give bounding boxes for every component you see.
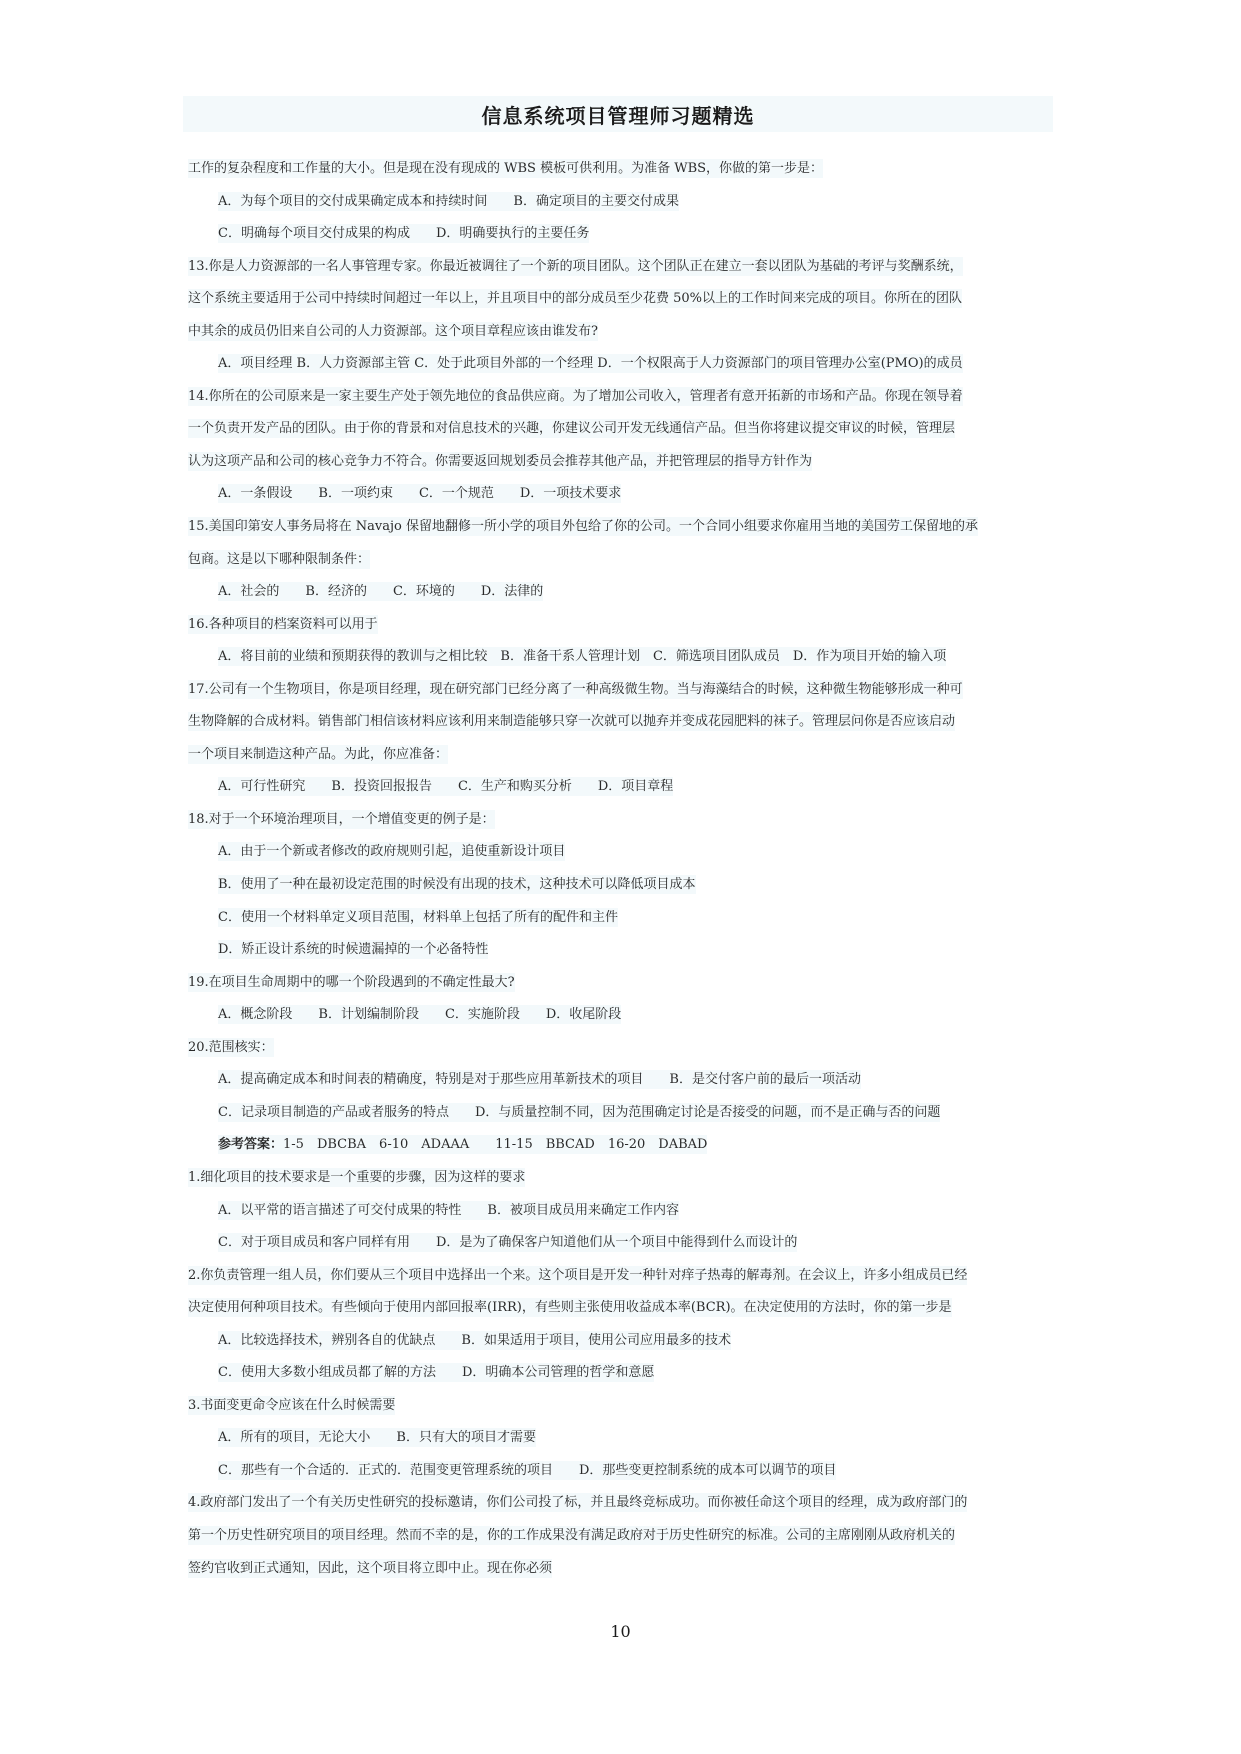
line-text: 第一个历史性研究项目的项目经理。然而不幸的是，你的工作成果没有满足政府对于历史性研究的标准。公司的主席刚刚从政府机关的 (188, 1527, 956, 1543)
line-text: 签约官收到正式通知，因此，这个项目将立即中止。现在你必须 (188, 1560, 553, 1576)
option-line (188, 186, 1050, 219)
option-line (188, 218, 1050, 251)
question-line (188, 1292, 1050, 1325)
line-highlight (188, 517, 978, 536)
line-highlight (218, 647, 946, 666)
line-highlight (188, 257, 963, 276)
line-text: C．对于项目成员和客户同样有用 D．是为了确保客户知道他们从一个项目中能得到什么而设计的 (218, 1235, 798, 1251)
line-highlight (218, 1005, 621, 1024)
line-highlight (218, 1233, 797, 1252)
line-highlight (188, 1168, 525, 1187)
question-line (188, 446, 1050, 479)
line-text: C．使用大多数小组成员都了解的方法 D．明确本公司管理的哲学和意愿 (218, 1365, 655, 1381)
line-highlight (188, 322, 598, 341)
line-text: A．项目经理 B．人力资源部主管 C．处于此项目外部的一个经理 D．一个权限高于人力资源部门的项目管理办公室(PMO)的成员 (218, 356, 963, 372)
line-highlight (218, 1331, 731, 1350)
line-highlight (188, 1266, 967, 1285)
question-line (188, 1553, 1050, 1586)
line-highlight (188, 810, 495, 829)
question-line (188, 511, 1050, 544)
line-text: 14.你所在的公司原来是一家主要生产处于领先地位的食品供应商。为了增加公司收入，管理者有意开拓新的市场和产品。你现在领导着 (188, 388, 963, 404)
option-line (188, 1455, 1050, 1488)
line-text: C．记录项目制造的产品或者服务的特点 D．与质量控制不同，因为范围确定讨论是否接受的问题，而不是正确与否的问题 (218, 1104, 941, 1120)
line-text: A．比较选择技术，辨别各自的优缺点 B．如果适用于项目，使用公司应用最多的技术 (218, 1332, 731, 1348)
option-line (188, 348, 1050, 381)
question-line (188, 739, 1050, 772)
line-text: A．将目前的业绩和预期获得的教训与之相比较 B．准备干系人管理计划 C．筛选项目团队成员 D．作为项目开始的输入项 (218, 649, 947, 665)
page-title: 信息系统项目管理师习题精选 (481, 103, 755, 128)
line-text: A．一条假设 B．一项约束 C．一个规范 D．一项技术要求 (218, 486, 622, 502)
line-highlight (218, 582, 543, 601)
line-text: B．使用了一种在最初设定范围的时候没有出现的技术，这种技术可以降低项目成本 (218, 877, 696, 893)
line-text: 1-5 DBCBA 6-10 ADAAA 11-15 BBCAD 16-20 DABAD (283, 1137, 708, 1153)
question-line (188, 967, 1050, 1000)
question-line (188, 1260, 1050, 1293)
line-text: A．可行性研究 B．投资回报报告 C．生产和购买分析 D．项目章程 (218, 779, 674, 795)
line-text: 19.在项目生命周期中的哪一个阶段遇到的不确定性最大? (188, 974, 515, 990)
line-highlight (218, 777, 673, 796)
question-line (188, 706, 1050, 739)
line-text: A．所有的项目，无论大小 B．只有大的项目才需要 (218, 1430, 536, 1446)
option-line (188, 576, 1050, 609)
option-line (188, 771, 1050, 804)
line-text: 这个系统主要适用于公司中持续时间超过一年以上，并且项目中的部分成员至少花费 50%以上的工作时间来完成的项目。你所在的团队 (188, 291, 963, 307)
option-line (188, 1064, 1050, 1097)
line-text: 决定使用何种项目技术。有些倾向于使用内部回报率(IRR)，有些则主张使用收益成本率(BCR)。在决定使用的方法时，你的第一步是 (188, 1300, 952, 1316)
line-text: A．提高确定成本和时间表的精确度，特别是对于那些应用革新技术的项目 B．是交付客户前的最后一项活动 (218, 1072, 861, 1088)
line-text: C．使用一个材料单定义项目范围，材料单上包括了所有的配件和主件 (218, 909, 618, 925)
option-line (188, 902, 1050, 935)
option-line (188, 836, 1050, 869)
line-highlight (188, 1038, 274, 1057)
question-line (188, 1032, 1050, 1065)
line-text: 中其余的成员仍旧来自公司的人力资源部。这个项目章程应该由谁发布? (188, 323, 598, 339)
line-highlight (188, 419, 955, 438)
line-text: 13.你是人力资源部的一名人事管理专家。你最近被调往了一个新的项目团队。这个团队正在建立一套以团队为基础的考评与奖酬系统， (188, 258, 963, 274)
question-line (188, 544, 1050, 577)
line-text: 一个负责开发产品的团队。由于你的背景和对信息技术的兴趣，你建议公司开发无线通信产品。但当你将建议提交审议的时候，管理层 (188, 421, 956, 437)
line-highlight (218, 1428, 536, 1447)
line-text: 包商。这是以下哪种限制条件： (188, 551, 371, 567)
line-highlight (218, 940, 488, 959)
line-highlight (218, 908, 618, 927)
option-line (188, 641, 1050, 674)
option-line (188, 1195, 1050, 1228)
line-text: A．由于一个新或者修改的政府规则引起，追使重新设计项目 (218, 844, 566, 860)
option-line (188, 478, 1050, 511)
line-text: A．社会的 B．经济的 C．环境的 D．法律的 (218, 584, 544, 600)
line-highlight (188, 680, 963, 699)
line-text: A．为每个项目的交付成果确定成本和持续时间 B．确定项目的主要交付成果 (218, 193, 679, 209)
line-highlight (188, 550, 370, 569)
line-text: 18.对于一个环境治理项目，一个增值变更的例子是： (188, 811, 495, 827)
question-line (188, 674, 1050, 707)
line-text: 一个项目来制造这种产品。为此，你应准备： (188, 746, 449, 762)
question-line (188, 1520, 1050, 1553)
question-line (188, 609, 1050, 642)
option-line (188, 869, 1050, 902)
line-text: A．概念阶段 B．计划编制阶段 C．实施阶段 D．收尾阶段 (218, 1007, 622, 1023)
title-bar (183, 96, 1053, 132)
line-text: 生物降解的合成材料。销售部门相信该材料应该利用来制造能够只穿一次就可以抛弃并变成花园肥料的袜子。管理层问你是否应该启动 (188, 714, 956, 730)
line-text: 4.政府部门发出了一个有关历史性研究的投标邀请，你们公司投了标，并且最终竞标成功。而你被任命这个项目的经理，成为政府部门的 (188, 1495, 968, 1511)
line-text: C．那些有一个合适的．正式的．范围变更管理系统的项目 D．那些变更控制系统的成本可以调节的项目 (218, 1462, 837, 1478)
line-highlight (188, 1298, 952, 1317)
question-line (188, 1487, 1050, 1520)
line-text: A．以平常的语言描述了可交付成果的特性 B．被项目成员用来确定工作内容 (218, 1202, 679, 1218)
line-text: D．矫正设计系统的时候遗漏掉的一个必备特性 (218, 942, 489, 958)
line-text: 17.公司有一个生物项目，你是项目经理，现在研究部门已经分离了一种高级微生物。当与海藻结合的时候，这种微生物能够形成一种可 (188, 681, 963, 697)
line-highlight (218, 484, 621, 503)
question-line (188, 1162, 1050, 1195)
line-highlight (188, 159, 823, 178)
line-highlight (218, 354, 963, 373)
line-text: 20.范围核实： (188, 1039, 274, 1055)
line-highlight (218, 192, 679, 211)
line-highlight (188, 615, 378, 634)
line-highlight (218, 1461, 836, 1480)
line-text: 认为这项产品和公司的核心竞争力不符合。你需要返回规划委员会推荐其他产品，并把管理层的指导方针作为 (188, 453, 813, 469)
answer-key-line (188, 1129, 1050, 1162)
line-highlight (188, 745, 448, 764)
question-line (188, 1390, 1050, 1423)
document-body (188, 153, 1050, 1585)
line-highlight (218, 842, 565, 861)
line-text: 3.书面变更命令应该在什么时候需要 (188, 1397, 396, 1413)
line-highlight (218, 1363, 654, 1382)
line-highlight (218, 224, 589, 243)
question-line (188, 381, 1050, 414)
line-text: 1.细化项目的技术要求是一个重要的步骤，因为这样的要求 (188, 1169, 526, 1185)
line-text: 15.美国印第安人事务局将在 Navajo 保留地翻修一所小学的项目外包给了你的公司。一个合同小组要求你雇用当地的美国劳工保留地的承 (188, 519, 979, 535)
question-line (188, 251, 1050, 284)
line-highlight (188, 712, 955, 731)
line-highlight (188, 1559, 552, 1578)
option-line (188, 1325, 1050, 1358)
line-highlight (188, 1396, 395, 1415)
line-highlight (188, 289, 962, 308)
line-text: C．明确每个项目交付成果的构成 D．明确要执行的主要任务 (218, 226, 590, 242)
question-line (188, 413, 1050, 446)
line-text: 2.你负责管理一组人员，你们要从三个项目中选择出一个来。这个项目是开发一种针对痒子热毒的解毒剂。在会议上，许多小组成员已经 (188, 1267, 968, 1283)
answer-key-label: 参考答案： (218, 1137, 284, 1153)
line-highlight (218, 1135, 707, 1154)
option-line (188, 1227, 1050, 1260)
question-line (188, 804, 1050, 837)
question-line (188, 283, 1050, 316)
option-line (188, 999, 1050, 1032)
line-highlight (188, 1493, 967, 1512)
page-number: 10 (610, 1622, 631, 1641)
question-line (188, 153, 1050, 186)
line-text: 16.各种项目的档案资料可以用于 (188, 616, 378, 632)
option-line (188, 1357, 1050, 1390)
option-line (188, 934, 1050, 967)
option-line (188, 1097, 1050, 1130)
line-highlight (188, 1526, 955, 1545)
line-highlight (218, 1201, 679, 1220)
line-highlight (218, 1103, 940, 1122)
line-highlight (188, 973, 515, 992)
line-highlight (188, 387, 963, 406)
line-text: 工作的复杂程度和工作量的大小。但是现在没有现成的 WBS 模板可供利用。为准备 WBS，你做的第一步是： (188, 161, 824, 176)
question-line (188, 316, 1050, 349)
line-highlight (218, 1070, 861, 1089)
line-highlight (218, 875, 696, 894)
option-line (188, 1422, 1050, 1455)
line-highlight (188, 452, 812, 471)
